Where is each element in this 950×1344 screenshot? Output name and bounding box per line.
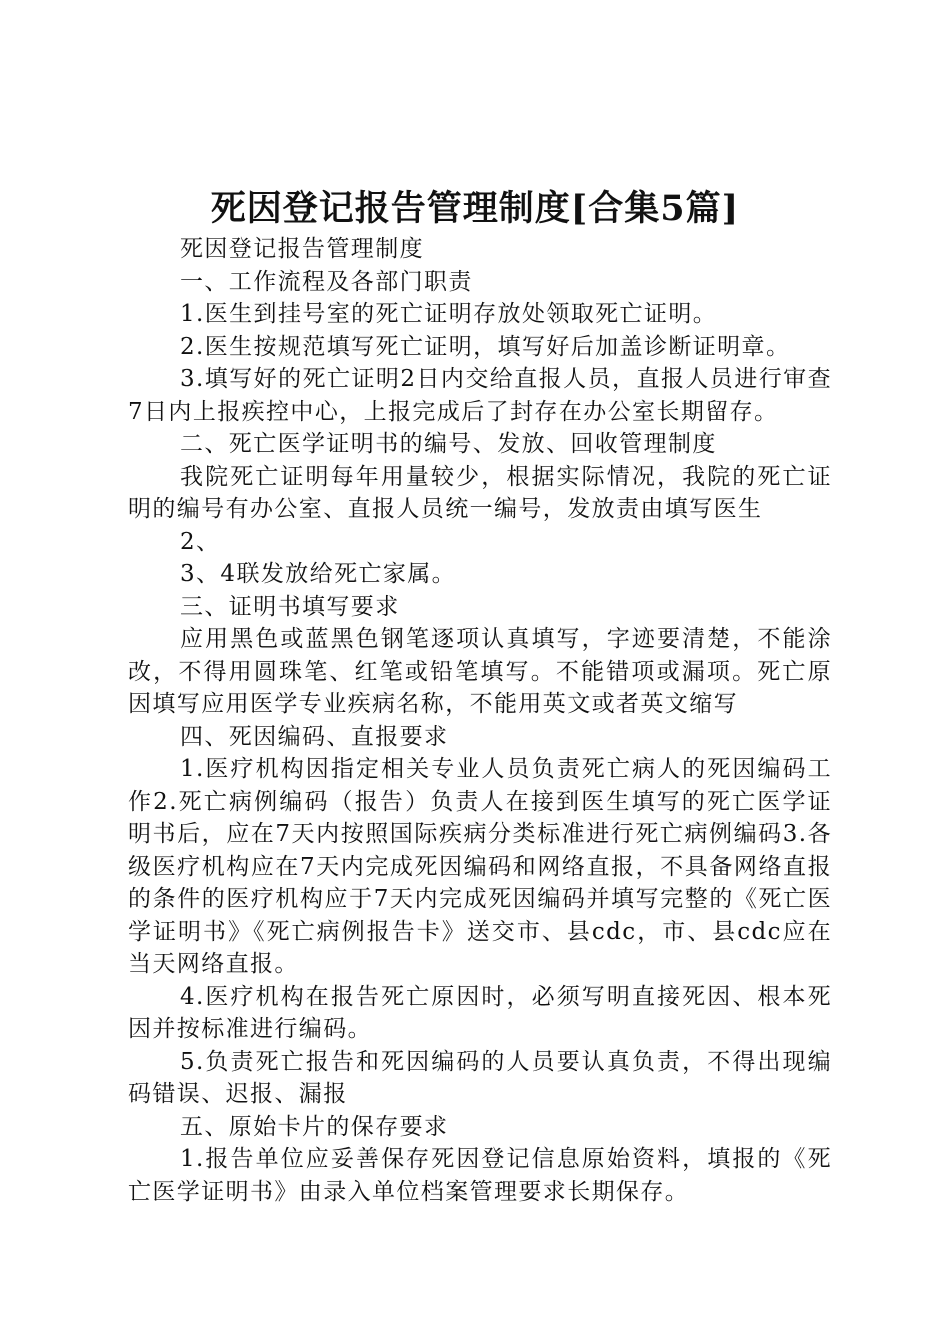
section-heading: 四、死因编码、直报要求 bbox=[180, 723, 449, 750]
section-heading: 二、死亡医学证明书的编号、发放、回收管理制度 bbox=[180, 431, 717, 457]
paragraph: 1.医生到挂号室的死亡证明存放处领取死亡证明。 bbox=[180, 301, 718, 327]
paragraph: 2、 bbox=[180, 528, 221, 555]
paragraph: 4.医疗机构在报告死亡原因时，必须写明直接死因、根本死因并按标准进行编码。 bbox=[128, 983, 832, 1042]
paragraph: 1.医疗机构因指定相关专业人员负责死亡病人的死因编码工作2.死亡病例编码（报告）负责人在接到医生填写的死亡医学证明书后，应在7天内按照国际疾病分类标准进行死亡病例编码3.各级医疗机构应在7天内完成死因编码和网络直报，不具备网络直报的条件的医疗机构应于7天内完成死因编码并填写完整的《死亡医学证明书》《死亡病例报告卡》送交市、县cdc，市、县cdc应在当天网络直报。 bbox=[128, 756, 832, 977]
paragraph: 死因登记报告管理制度 bbox=[180, 236, 424, 262]
paragraph: 我院死亡证明每年用量较少，根据实际情况，我院的死亡证明的编号有办公室、直报人员统一编号，发放责由填写医生 bbox=[128, 463, 832, 522]
paragraph: 应用黑色或蓝黑色钢笔逐项认真填写，字迹要清楚，不能涂改，不得用圆珠笔、红笔或铅笔填写。不能错项或漏项。死亡原因填写应用医学专业疾病名称，不能用英文或者英文缩写 bbox=[128, 626, 832, 717]
document-title: 死因登记报告管理制度[合集5篇] bbox=[210, 188, 740, 229]
document-body bbox=[128, 233, 832, 1208]
paragraph: 5.负责死亡报告和死因编码的人员要认真负责，不得出现编码错误、迟报、漏报 bbox=[128, 1048, 832, 1107]
paragraph: 3.填写好的死亡证明2日内交给直报人员，直报人员进行审查7日内上报疾控中心，上报完成后了封存在办公室长期留存。 bbox=[128, 366, 832, 425]
paragraph: 3、4联发放给死亡家属。 bbox=[180, 561, 457, 587]
paragraph: 2.医生按规范填写死亡证明，填写好后加盖诊断证明章。 bbox=[180, 333, 791, 360]
section-heading: 三、证明书填写要求 bbox=[180, 593, 400, 620]
paragraph: 1.报告单位应妥善保存死因登记信息原始资料，填报的《死亡医学证明书》由录入单位档案管理要求长期保存。 bbox=[128, 1146, 832, 1205]
section-heading: 一、工作流程及各部门职责 bbox=[180, 268, 473, 295]
section-heading: 五、原始卡片的保存要求 bbox=[180, 1113, 449, 1140]
